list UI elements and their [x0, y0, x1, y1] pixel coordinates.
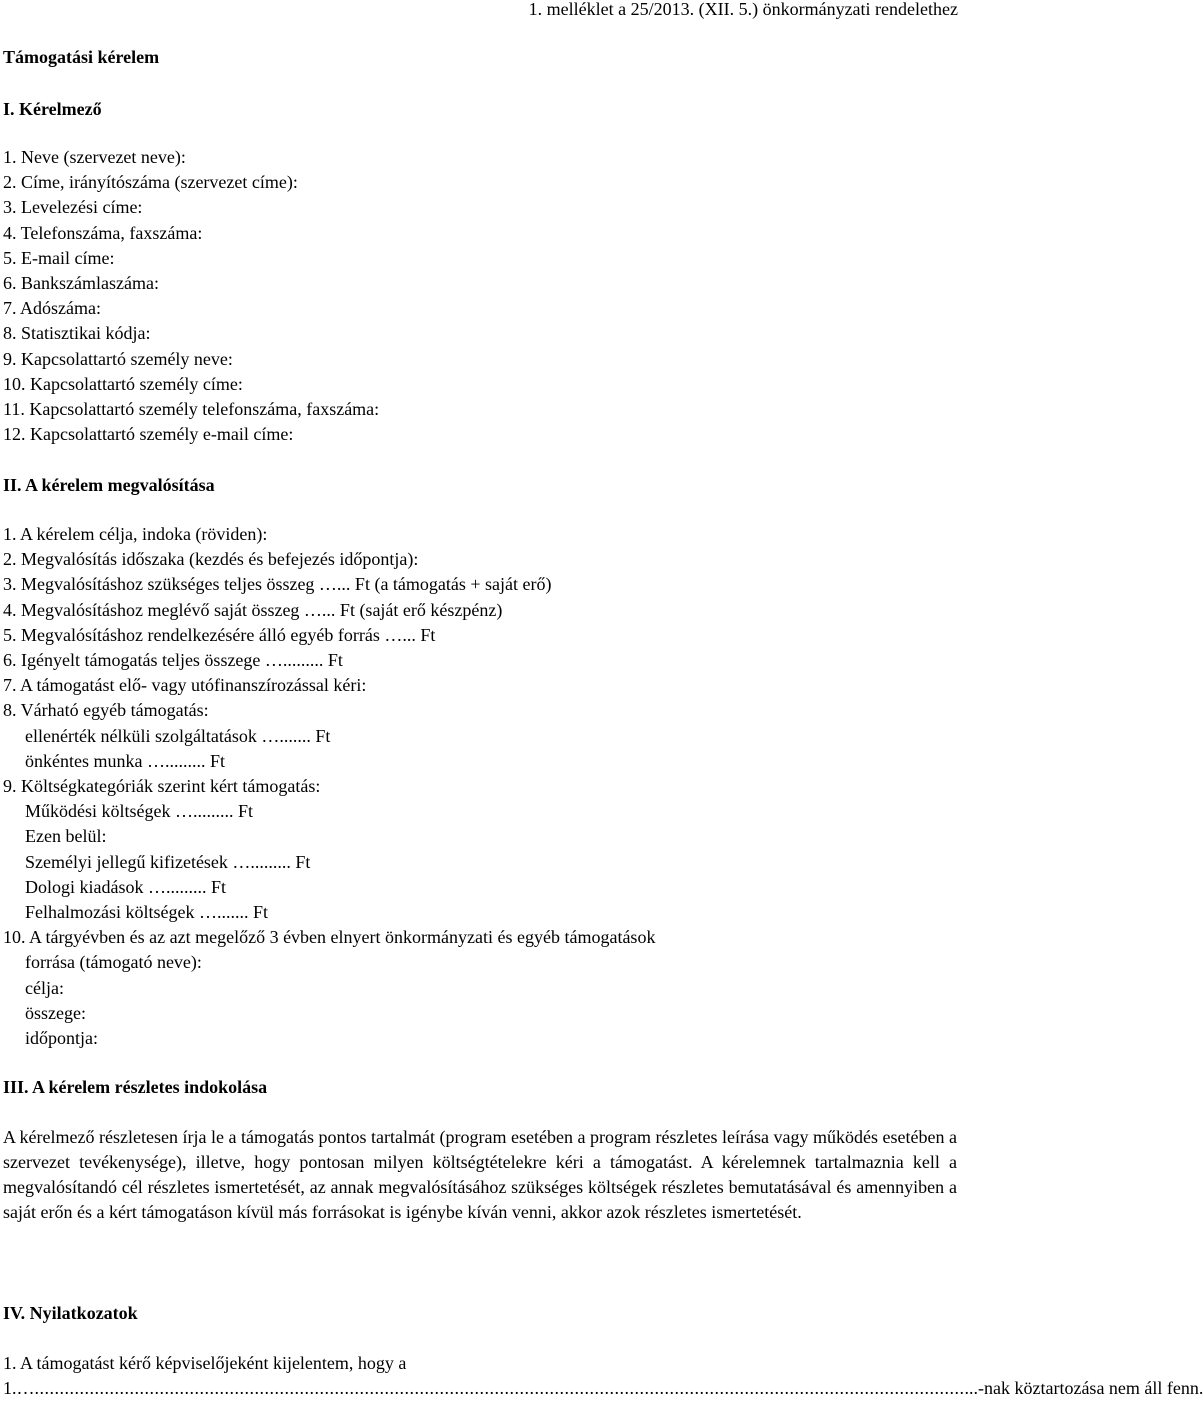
applicant-field-1: 1. Neve (szervezet neve): — [3, 145, 379, 170]
applicant-field-12: 12. Kapcsolattartó személy e-mail címe: — [3, 422, 379, 447]
request-field-12: Működési költségek …......... Ft — [3, 799, 655, 824]
fill-line-end: ...-nak köztartozása nem áll fenn. — [965, 1376, 1203, 1401]
applicant-field-11: 11. Kapcsolattartó személy telefonszáma, faxszáma: — [3, 397, 379, 422]
applicant-field-8: 8. Statisztikai kódja: — [3, 321, 379, 346]
section-1-heading: I. Kérelmező — [3, 97, 957, 122]
request-field-19: célja: — [3, 976, 655, 1001]
applicant-field-5: 5. E-mail címe: — [3, 246, 379, 271]
request-field-6: 6. Igényelt támogatás teljes összege …......... Ft — [3, 648, 655, 673]
section-2-items — [3, 522, 655, 1051]
request-field-1: 1. A kérelem célja, indoka (röviden): — [3, 522, 655, 547]
request-field-15: Dologi kiadások …......... Ft — [3, 875, 655, 900]
applicant-field-10: 10. Kapcsolattartó személy címe: — [3, 372, 379, 397]
request-field-5: 5. Megvalósításhoz rendelkezésére álló egyéb forrás …... Ft — [3, 623, 655, 648]
request-field-8: 8. Várható egyéb támogatás: — [3, 698, 655, 723]
request-field-4: 4. Megvalósításhoz meglévő saját összeg …... Ft (saját erő készpénz) — [3, 598, 655, 623]
request-field-16: Felhalmozási költségek …....... Ft — [3, 900, 655, 925]
document-title: Támogatási kérelem — [3, 45, 957, 70]
applicant-field-2: 2. Címe, irányítószáma (szervezet címe): — [3, 170, 379, 195]
request-field-10: önkéntes munka …......... Ft — [3, 749, 655, 774]
fill-line-start: 1.… — [3, 1376, 35, 1401]
request-field-13: Ezen belül: — [3, 824, 655, 849]
request-field-11: 9. Költségkategóriák szerint kért támogatás: — [3, 774, 655, 799]
applicant-field-4: 4. Telefonszáma, faxszáma: — [3, 221, 379, 246]
section-2-heading: II. A kérelem megvalósítása — [3, 473, 957, 498]
request-field-3: 3. Megvalósításhoz szükséges teljes összeg …... Ft (a támogatás + saját erő) — [3, 572, 655, 597]
fill-dots: .......................................................................................................................................................................................... — [35, 1376, 965, 1401]
request-field-18: forrása (támogató neve): — [3, 950, 655, 975]
request-field-2: 2. Megvalósítás időszaka (kezdés és befejezés időpontja): — [3, 547, 655, 572]
request-field-17: 10. A tárgyévben és az azt megelőző 3 évben elnyert önkormányzati és egyéb támogatások — [3, 925, 655, 950]
request-field-20: összege: — [3, 1001, 655, 1026]
request-field-14: Személyi jellegű kifizetések …......... Ft — [3, 850, 655, 875]
section-4-heading: IV. Nyilatkozatok — [3, 1301, 957, 1326]
declaration-item-1: 1. A támogatást kérő képviselőjeként kijelentem, hogy a — [3, 1351, 957, 1376]
section-1-items — [3, 145, 379, 447]
applicant-field-6: 6. Bankszámlaszáma: — [3, 271, 379, 296]
applicant-field-7: 7. Adószáma: — [3, 296, 379, 321]
request-field-21: időpontja: — [3, 1026, 655, 1051]
declaration-fill-line — [3, 1376, 957, 1401]
request-field-9: ellenérték nélküli szolgáltatások …....... Ft — [3, 724, 655, 749]
section-3-paragraph: A kérelmező részletesen írja le a támogatás pontos tartalmát (program esetében a program részletes leírása vagy működés esetében a szervezet tevékenysége), illetve, hogy pontosan milyen költségtételekre kéri a támogatást. A kérelemnek tartalmaznia kell a megvalósítandó cél részletes ismertetését, az annak megvalósításához szükséges költségek részletes bemutatásával és amennyiben a saját erőn és a kért támogatáson kívül más forrásokat is igénybe kíván venni, akkor azok részletes ismertetését. — [3, 1125, 957, 1225]
section-3-heading: III. A kérelem részletes indokolása — [3, 1075, 957, 1100]
applicant-field-9: 9. Kapcsolattartó személy neve: — [3, 347, 379, 372]
request-field-7: 7. A támogatást elő- vagy utófinanszírozással kéri: — [3, 673, 655, 698]
annex-note: 1. melléklet a 25/2013. (XII. 5.) önkormányzati rendelethez — [529, 0, 958, 22]
applicant-field-3: 3. Levelezési címe: — [3, 195, 379, 220]
